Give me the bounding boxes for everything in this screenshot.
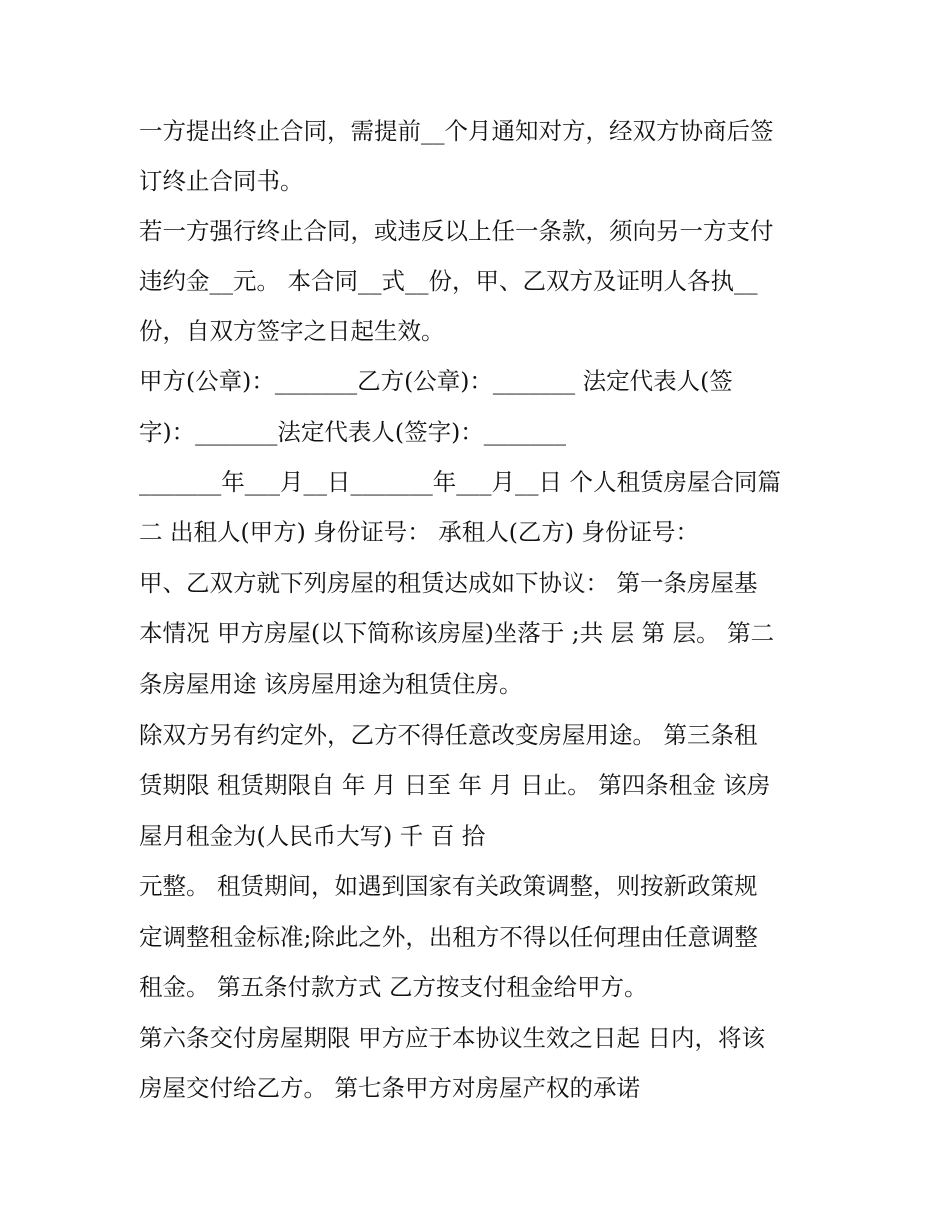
text-line: 第六条交付房屋期限 甲方应于本协议生效之日起 日内，将该 <box>139 1024 765 1052</box>
text-line: 一方提出终止合同，需提前__个月通知对方，经双方协商后签 <box>139 117 774 145</box>
text-line: 若一方强行终止合同，或违反以上任一条款，须向另一方支付 <box>139 217 774 245</box>
text-line: 屋月租金为(人民币大写) 千 百 拾 <box>139 822 486 850</box>
text-line: 除双方另有约定外，乙方不得任意改变房屋用途。 第三条租 <box>139 721 758 749</box>
text-line: 赁期限 租赁期限自 年 月 日至 年 月 日止。 第四条租金 该房 <box>139 771 771 799</box>
text-line: 元整。 租赁期间，如遇到国家有关政策调整，则按新政策规 <box>139 872 758 900</box>
text-line: 二 出租人(甲方) 身份证号： 承租人(乙方) 身份证号： <box>139 518 700 546</box>
text-line: 租金。 第五条付款方式 乙方按支付租金给甲方。 <box>139 973 648 1001</box>
text-line: 甲、乙双方就下列房屋的租赁达成如下协议： 第一条房屋基 <box>139 569 758 597</box>
text-line: 房屋交付给乙方。 第七条甲方对房屋产权的承诺 <box>139 1074 640 1102</box>
text-line: 定调整租金标准;除此之外，出租方不得以任何理由任意调整 <box>139 923 758 951</box>
text-line: 订终止合同书。 <box>139 167 304 195</box>
text-line: _______年___月__日_______年___月__日 个人租赁房屋合同篇 <box>139 468 781 496</box>
text-line: 份，自双方签字之日起生效。 <box>139 317 445 345</box>
text-line: 违约金__元。 本合同__式__份，甲、乙双方及证明人各执__ <box>139 267 758 295</box>
text-line: 本情况 甲方房屋(以下简称该房屋)坐落于 ;共 层 第 层。 第二 <box>139 619 775 647</box>
text-line: 甲方(公章)：_______乙方(公章)：_______ 法定代表人(签 <box>139 367 733 395</box>
text-line: 条房屋用途 该房屋用途为租赁住房。 <box>139 670 523 698</box>
text-line: 字)：_______法定代表人(签字)：_______ <box>139 418 567 446</box>
